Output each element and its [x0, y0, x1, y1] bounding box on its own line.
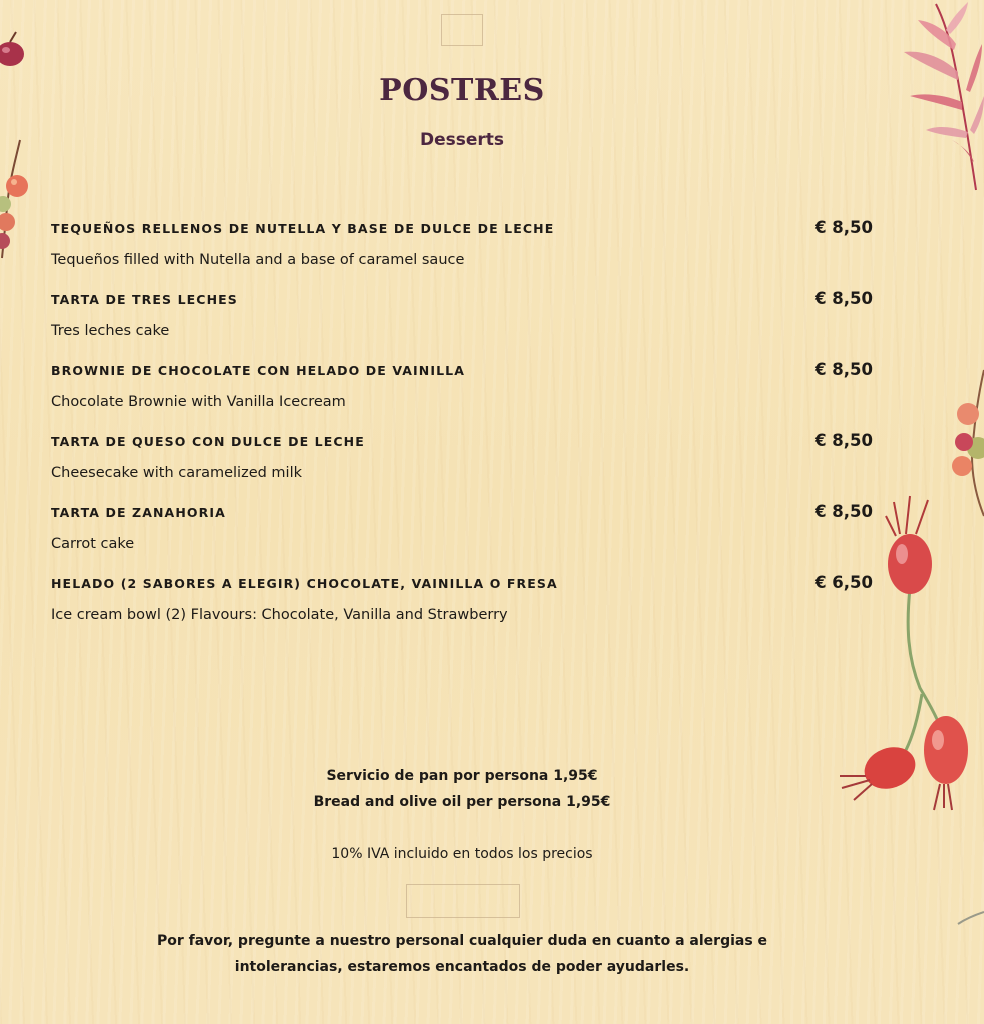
menu-item [51, 502, 873, 567]
page-title: POSTRES [379, 73, 545, 108]
allergy-notice-line-1: Por favor, pregunte a nuestro personal cualquier duda en cuanto a alergias e [156, 933, 768, 949]
menu-item-name: TARTA DE ZANAHORIA [51, 505, 226, 520]
menu-item-description: Cheesecake with caramelized milk [51, 465, 303, 481]
bread-service-spanish: Servicio de pan por persona 1,95€ [326, 768, 598, 784]
menu-item-price: € 8,50 [815, 289, 873, 308]
menu-item-name: HELADO (2 SABORES A ELEGIR) CHOCOLATE, VAINILLA O FRESA [51, 576, 558, 591]
menu-item [51, 573, 873, 638]
menu-item-description: Tres leches cake [51, 323, 170, 339]
menu-item-description: Chocolate Brownie with Vanilla Icecream [51, 394, 346, 410]
left-berry-branch-decoration [0, 138, 34, 260]
menu-item-description: Tequeños filled with Nutella and a base of caramel sauce [51, 252, 465, 268]
menu-item-name: TARTA DE TRES LECHES [51, 292, 238, 307]
menu-item-price: € 8,50 [815, 360, 873, 379]
menu-item-price: € 8,50 [815, 502, 873, 521]
page-subtitle: Desserts [419, 130, 505, 150]
menu-item [51, 218, 873, 283]
menu-item-name: TARTA DE QUESO CON DULCE DE LECHE [51, 434, 365, 449]
bread-service-english: Bread and olive oil per persona 1,95€ [313, 794, 611, 810]
top-left-berry-decoration [0, 20, 40, 80]
allergy-notice-line-2: intolerancias, estaremos encantados de poder ayudarles. [234, 959, 690, 975]
menu-item [51, 289, 873, 354]
menu-item-description: Carrot cake [51, 536, 135, 552]
menu-item-description: Ice cream bowl (2) Flavours: Chocolate, Vanilla and Strawberry [51, 607, 508, 623]
menu-item-price: € 8,50 [815, 431, 873, 450]
vat-notice: 10% IVA incluido en todos los precios [331, 846, 593, 862]
placeholder-image-box [441, 14, 483, 46]
menu-item-name: BROWNIE DE CHOCOLATE CON HELADO DE VAINILLA [51, 363, 466, 378]
menu-item-price: € 8,50 [815, 218, 873, 237]
menu-item [51, 360, 873, 425]
placeholder-image-box [406, 884, 520, 918]
menu-item-price: € 6,50 [815, 573, 873, 592]
menu-item-name: TEQUEÑOS RELLENOS DE NUTELLA Y BASE DE DULCE DE LECHE [51, 221, 555, 236]
menu-item [51, 431, 873, 496]
